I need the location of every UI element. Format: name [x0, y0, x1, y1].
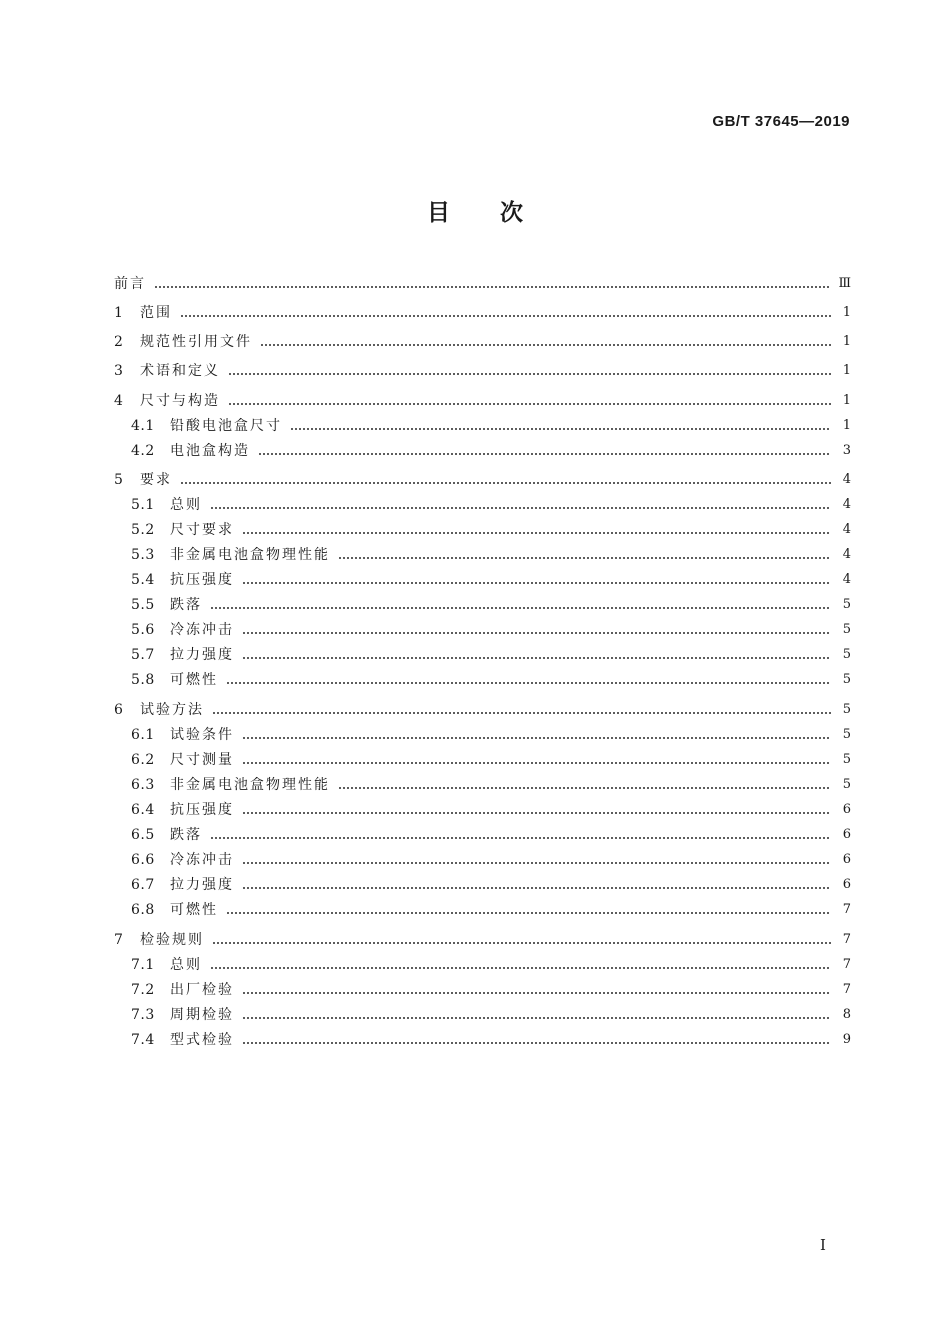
- toc-entry-number: 3: [114, 363, 124, 379]
- toc-dot-leader: [212, 712, 831, 714]
- toc-entry[interactable]: [114, 470, 851, 490]
- toc-entry-number: 7: [114, 932, 124, 948]
- toc-entry[interactable]: [114, 750, 851, 770]
- toc-dot-leader: [226, 912, 831, 914]
- toc-entry-number: 4: [114, 393, 124, 409]
- toc-entry-number: 1: [114, 305, 124, 321]
- toc-dot-leader: [242, 632, 831, 634]
- toc-entry-number: 6.1: [131, 727, 155, 743]
- toc-entry-label: 抗压强度: [170, 572, 234, 588]
- toc-entry[interactable]: [114, 274, 851, 294]
- toc-entry-page: 7: [842, 932, 851, 947]
- toc-entry-page: 5: [842, 647, 851, 662]
- toc-entry[interactable]: [114, 850, 851, 870]
- toc-entry-page: 5: [842, 622, 851, 637]
- toc-entry-page: 8: [842, 1007, 851, 1022]
- toc-entry-number: 6.8: [131, 902, 155, 918]
- toc-dot-leader: [242, 532, 831, 534]
- toc-entry-number: 4.1: [131, 418, 155, 434]
- toc-entry-page: 4: [842, 572, 851, 587]
- toc-entry-page: 9: [842, 1032, 851, 1047]
- toc-entry-label: 试验条件: [170, 727, 234, 743]
- toc-entry-number: 5.6: [131, 622, 155, 638]
- toc-dot-leader: [210, 837, 831, 839]
- toc-dot-leader: [228, 403, 831, 405]
- toc-title-char-1: 目: [427, 200, 450, 226]
- toc-entry-label: 非金属电池盒物理性能: [170, 777, 330, 793]
- toc-entry[interactable]: [114, 725, 851, 745]
- toc-dot-leader: [338, 557, 831, 559]
- toc-entry-page: 1: [842, 363, 851, 378]
- toc-entry-page: 4: [842, 547, 851, 562]
- toc-entry-number: 6.6: [131, 852, 155, 868]
- toc-entry-label: 规范性引用文件: [140, 334, 252, 350]
- toc-entry-label: 非金属电池盒物理性能: [170, 547, 330, 563]
- toc-entry-page: 1: [842, 393, 851, 408]
- toc-title-char-2: 次: [500, 200, 523, 226]
- toc-entry-number: 5.5: [131, 597, 155, 613]
- toc-entry-label: 总则: [170, 497, 202, 513]
- toc-dot-leader: [210, 607, 831, 609]
- toc-entry-label: 拉力强度: [170, 647, 234, 663]
- toc-entry-label: 型式检验: [170, 1032, 234, 1048]
- toc-entry-label: 冷冻冲击: [170, 852, 234, 868]
- page-number: Ⅰ: [820, 1236, 826, 1254]
- toc-entry-number: 6.2: [131, 752, 155, 768]
- toc-dot-leader: [242, 657, 831, 659]
- toc-dot-leader: [154, 286, 831, 288]
- toc-entry[interactable]: [114, 545, 851, 565]
- toc-entry-number: 6.7: [131, 877, 155, 893]
- toc-dot-leader: [258, 453, 831, 455]
- toc-entry[interactable]: [114, 495, 851, 515]
- toc-entry-number: 6.5: [131, 827, 155, 843]
- toc-entry[interactable]: [114, 955, 851, 975]
- toc-entry-page: 5: [842, 727, 851, 742]
- toc-entry-page: 4: [842, 472, 851, 487]
- toc-entry-label: 拉力强度: [170, 877, 234, 893]
- toc-entry-label: 电池盒构造: [170, 443, 250, 459]
- toc-dot-leader: [242, 1017, 831, 1019]
- toc-entry-label: 冷冻冲击: [170, 622, 234, 638]
- toc-entry-label: 可燃性: [170, 902, 218, 918]
- toc-entry[interactable]: [114, 570, 851, 590]
- toc-entry[interactable]: [114, 520, 851, 540]
- toc-entry-page: 5: [842, 702, 851, 717]
- toc-entry-label: 跌落: [170, 827, 202, 843]
- toc-dot-leader: [242, 862, 831, 864]
- toc-entry-page: 5: [842, 597, 851, 612]
- toc-dot-leader: [260, 344, 831, 346]
- toc-entry-number: 5.7: [131, 647, 155, 663]
- toc-entry-number: 6.3: [131, 777, 155, 793]
- toc-entry[interactable]: [114, 930, 851, 950]
- toc-entry-label: 前言: [114, 276, 146, 292]
- toc-dot-leader: [212, 942, 831, 944]
- toc-entry-label: 总则: [170, 957, 202, 973]
- toc-entry-label: 铅酸电池盒尺寸: [170, 418, 282, 434]
- toc-entry-page: 7: [842, 982, 851, 997]
- toc-entry-label: 检验规则: [140, 932, 204, 948]
- toc-entry-label: 尺寸测量: [170, 752, 234, 768]
- toc-dot-leader: [290, 428, 831, 430]
- toc-entry[interactable]: [114, 645, 851, 665]
- toc-entry[interactable]: [114, 900, 851, 920]
- toc-entry-label: 周期检验: [170, 1007, 234, 1023]
- toc-entry-label: 术语和定义: [140, 363, 220, 379]
- toc-entry-number: 5.8: [131, 672, 155, 688]
- toc-entry-number: 7.3: [131, 1007, 155, 1023]
- toc-entry-label: 尺寸与构造: [140, 393, 220, 409]
- toc-entry[interactable]: [114, 700, 851, 720]
- toc-entry[interactable]: [114, 825, 851, 845]
- toc-entry-page: 7: [842, 957, 851, 972]
- toc-entry-page: 7: [842, 902, 851, 917]
- toc-entry-page: 6: [842, 827, 851, 842]
- toc-entry[interactable]: [114, 800, 851, 820]
- toc-dot-leader: [210, 507, 831, 509]
- toc-dot-leader: [210, 967, 831, 969]
- toc-entry-number: 7.4: [131, 1032, 155, 1048]
- toc-entry-number: 7.1: [131, 957, 155, 973]
- toc-entry[interactable]: [114, 441, 851, 461]
- toc-entry-label: 出厂检验: [170, 982, 234, 998]
- toc-dot-leader: [338, 787, 831, 789]
- toc-entry-label: 可燃性: [170, 672, 218, 688]
- toc-dot-leader: [228, 373, 831, 375]
- toc-entry[interactable]: [114, 416, 851, 436]
- toc-entry-page: 6: [842, 852, 851, 867]
- toc-entry-label: 范围: [140, 305, 172, 321]
- toc-dot-leader: [242, 887, 831, 889]
- toc-entry[interactable]: [114, 1005, 851, 1025]
- toc-entry-label: 抗压强度: [170, 802, 234, 818]
- toc-entry-label: 要求: [140, 472, 172, 488]
- toc-entry[interactable]: [114, 361, 851, 381]
- toc-dot-leader: [180, 315, 831, 317]
- toc-entry-label: 尺寸要求: [170, 522, 234, 538]
- toc-entry-number: 6: [114, 702, 124, 718]
- toc-dot-leader: [242, 992, 831, 994]
- toc-entry-number: 2: [114, 334, 124, 350]
- toc-entry-page: 5: [842, 672, 851, 687]
- toc-entry-number: 7.2: [131, 982, 155, 998]
- toc-entry-page: 5: [842, 777, 851, 792]
- toc-entry[interactable]: [114, 620, 851, 640]
- toc-entry[interactable]: [114, 1030, 851, 1050]
- toc-entry-number: 5.3: [131, 547, 155, 563]
- toc-entry[interactable]: [114, 595, 851, 615]
- toc-entry[interactable]: [114, 303, 851, 323]
- toc-entry-label: 跌落: [170, 597, 202, 613]
- toc-entry-page: 1: [842, 305, 851, 320]
- toc-entry-page: 6: [842, 802, 851, 817]
- toc-entry-label: 试验方法: [140, 702, 204, 718]
- toc-dot-leader: [242, 582, 831, 584]
- toc-dot-leader: [242, 812, 831, 814]
- toc-title: [0, 194, 950, 227]
- toc-entry-page: Ⅲ: [838, 276, 851, 291]
- toc-entry-page: 6: [842, 877, 851, 892]
- toc-entry-page: 1: [842, 418, 851, 433]
- toc-entry[interactable]: [114, 391, 851, 411]
- toc-entry-page: 4: [842, 522, 851, 537]
- toc-entry-number: 4.2: [131, 443, 155, 459]
- toc-dot-leader: [226, 682, 831, 684]
- toc-entry[interactable]: [114, 670, 851, 690]
- toc-entry[interactable]: [114, 980, 851, 1000]
- toc-dot-leader: [242, 1042, 831, 1044]
- toc-dot-leader: [242, 762, 831, 764]
- toc-entry-page: 3: [842, 443, 851, 458]
- toc-entry-page: 5: [842, 752, 851, 767]
- toc-dot-leader: [242, 737, 831, 739]
- toc-entry-number: 5: [114, 472, 124, 488]
- toc-dot-leader: [180, 482, 831, 484]
- toc-entry-number: 5.1: [131, 497, 155, 513]
- toc-entry-page: 4: [842, 497, 851, 512]
- toc-entry[interactable]: [114, 332, 851, 352]
- toc-entry-number: 6.4: [131, 802, 155, 818]
- toc-entry-page: 1: [842, 334, 851, 349]
- toc-entry-number: 5.2: [131, 522, 155, 538]
- toc-entry[interactable]: [114, 775, 851, 795]
- toc-entry[interactable]: [114, 875, 851, 895]
- toc-entry-number: 5.4: [131, 572, 155, 588]
- standard-code: GB/T 37645—2019: [712, 113, 850, 130]
